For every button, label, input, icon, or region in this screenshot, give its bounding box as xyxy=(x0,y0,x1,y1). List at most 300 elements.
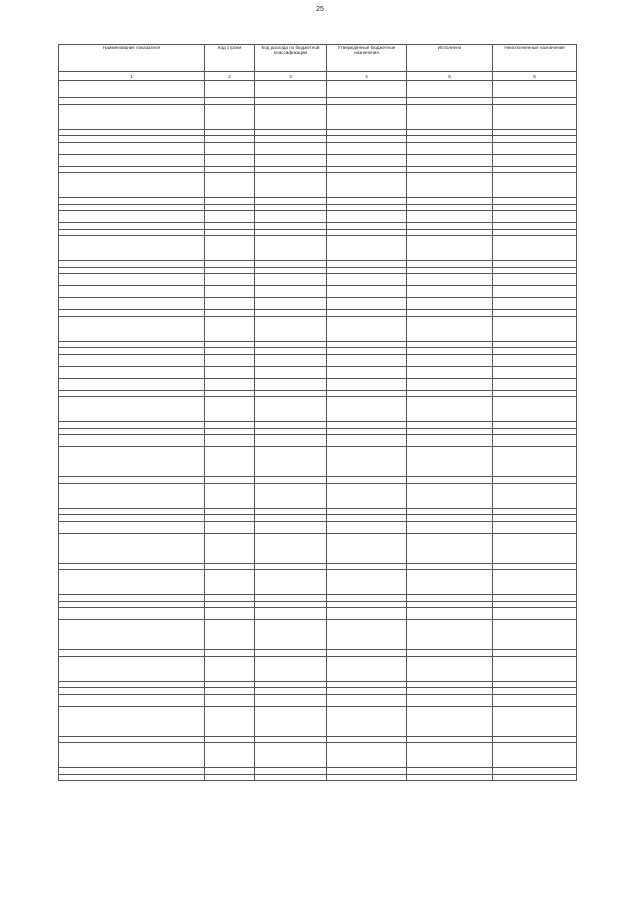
spacer-cell xyxy=(255,533,327,546)
column-header-executed: Исполнено xyxy=(407,45,493,72)
row-classification-cell xyxy=(255,378,327,390)
row-unexecuted-cell xyxy=(493,354,577,366)
row-unexecuted-cell xyxy=(493,117,577,129)
row-code-cell xyxy=(205,154,255,166)
spacer-cell xyxy=(407,316,493,329)
row-unexecuted-cell xyxy=(493,81,577,98)
row-code-cell xyxy=(205,633,255,650)
spacer-cell xyxy=(205,483,255,496)
row-executed-cell xyxy=(407,669,493,681)
column-number-6: 6 xyxy=(493,72,577,81)
row-code-cell xyxy=(205,117,255,129)
row-code-cell xyxy=(205,546,255,563)
row-classification-cell xyxy=(255,211,327,223)
table-row xyxy=(59,142,577,154)
row-approved-cell xyxy=(327,719,407,736)
row-name-cell xyxy=(59,81,205,98)
row-classification-cell xyxy=(255,583,327,595)
spacer-cell xyxy=(327,236,407,249)
spacer-cell xyxy=(59,397,205,410)
spacer-row xyxy=(59,533,577,546)
spacer-cell xyxy=(493,533,577,546)
column-number-2: 2 xyxy=(205,72,255,81)
spacer-cell xyxy=(255,173,327,186)
row-name-cell xyxy=(59,378,205,390)
row-classification-cell xyxy=(255,142,327,154)
row-name-cell xyxy=(59,274,205,286)
spacer-cell xyxy=(327,397,407,410)
spacer-row xyxy=(59,656,577,669)
row-executed-cell xyxy=(407,546,493,563)
row-unexecuted-cell xyxy=(493,154,577,166)
row-approved-cell xyxy=(327,546,407,563)
table-row xyxy=(59,496,577,508)
table-row xyxy=(59,410,577,422)
table-row xyxy=(59,154,577,166)
column-header-classification: Код расхода по бюджетной классификации xyxy=(255,45,327,72)
row-approved-cell xyxy=(327,274,407,286)
spacer-cell xyxy=(327,706,407,719)
row-name-cell xyxy=(59,694,205,706)
spacer-row xyxy=(59,316,577,329)
spacer-cell xyxy=(59,620,205,633)
row-code-cell xyxy=(205,460,255,477)
row-code-cell xyxy=(205,249,255,261)
row-code-cell xyxy=(205,211,255,223)
row-classification-cell xyxy=(255,329,327,341)
table-row xyxy=(59,354,577,366)
table-row xyxy=(59,583,577,595)
spacer-row xyxy=(59,743,577,756)
row-code-cell xyxy=(205,669,255,681)
spacer-cell xyxy=(407,570,493,583)
row-unexecuted-cell xyxy=(493,669,577,681)
row-executed-cell xyxy=(407,694,493,706)
row-classification-cell xyxy=(255,117,327,129)
table-row xyxy=(59,435,577,447)
spacer-cell xyxy=(407,483,493,496)
row-name-cell xyxy=(59,366,205,378)
row-classification-cell xyxy=(255,366,327,378)
spacer-cell xyxy=(59,743,205,756)
row-executed-cell xyxy=(407,366,493,378)
table-row xyxy=(59,756,577,768)
spacer-row xyxy=(59,483,577,496)
row-executed-cell xyxy=(407,117,493,129)
row-unexecuted-cell xyxy=(493,274,577,286)
table-row xyxy=(59,694,577,706)
row-approved-cell xyxy=(327,286,407,298)
spacer-cell xyxy=(255,447,327,460)
row-approved-cell xyxy=(327,608,407,620)
row-code-cell xyxy=(205,81,255,98)
row-executed-cell xyxy=(407,81,493,98)
row-classification-cell xyxy=(255,460,327,477)
row-name-cell xyxy=(59,521,205,533)
spacer-cell xyxy=(493,620,577,633)
row-approved-cell xyxy=(327,249,407,261)
column-number-1: 1 xyxy=(59,72,205,81)
row-name-cell xyxy=(59,142,205,154)
row-approved-cell xyxy=(327,211,407,223)
row-classification-cell xyxy=(255,669,327,681)
table-row xyxy=(59,286,577,298)
row-code-cell xyxy=(205,496,255,508)
row-unexecuted-cell xyxy=(493,142,577,154)
row-classification-cell xyxy=(255,608,327,620)
row-name-cell xyxy=(59,298,205,310)
table-body xyxy=(59,81,577,781)
spacer-cell xyxy=(327,316,407,329)
spacer-cell xyxy=(205,236,255,249)
row-name-cell xyxy=(59,154,205,166)
row-unexecuted-cell xyxy=(493,378,577,390)
row-name-cell xyxy=(59,546,205,563)
spacer-row xyxy=(59,104,577,117)
row-approved-cell xyxy=(327,496,407,508)
row-code-cell xyxy=(205,354,255,366)
row-code-cell xyxy=(205,274,255,286)
row-unexecuted-cell xyxy=(493,608,577,620)
row-name-cell xyxy=(59,583,205,595)
table-row xyxy=(59,546,577,563)
row-code-cell xyxy=(205,521,255,533)
row-unexecuted-cell xyxy=(493,546,577,563)
row-classification-cell xyxy=(255,633,327,650)
row-name-cell xyxy=(59,756,205,768)
spacer-row xyxy=(59,397,577,410)
row-executed-cell xyxy=(407,154,493,166)
row-executed-cell xyxy=(407,583,493,595)
row-code-cell xyxy=(205,378,255,390)
spacer-cell xyxy=(407,656,493,669)
row-classification-cell xyxy=(255,81,327,98)
row-classification-cell xyxy=(255,496,327,508)
table-row xyxy=(59,249,577,261)
row-code-cell xyxy=(205,286,255,298)
row-code-cell xyxy=(205,694,255,706)
spacer-cell xyxy=(327,620,407,633)
spacer-row xyxy=(59,236,577,249)
spacer-cell xyxy=(205,656,255,669)
row-classification-cell xyxy=(255,298,327,310)
spacer-cell xyxy=(407,620,493,633)
row-code-cell xyxy=(205,298,255,310)
row-approved-cell xyxy=(327,410,407,422)
row-classification-cell xyxy=(255,286,327,298)
row-name-cell xyxy=(59,249,205,261)
row-code-cell xyxy=(205,583,255,595)
row-classification-cell xyxy=(255,410,327,422)
row-classification-cell xyxy=(255,774,327,781)
spacer-cell xyxy=(59,447,205,460)
spacer-cell xyxy=(407,397,493,410)
row-unexecuted-cell xyxy=(493,298,577,310)
table-row xyxy=(59,81,577,98)
spacer-cell xyxy=(407,236,493,249)
row-name-cell xyxy=(59,329,205,341)
table-header-row xyxy=(59,45,577,72)
spacer-cell xyxy=(205,316,255,329)
spacer-row xyxy=(59,173,577,186)
spacer-cell xyxy=(205,743,255,756)
spacer-cell xyxy=(255,570,327,583)
spacer-cell xyxy=(59,570,205,583)
row-classification-cell xyxy=(255,186,327,198)
row-code-cell xyxy=(205,608,255,620)
table-row xyxy=(59,633,577,650)
row-name-cell xyxy=(59,460,205,477)
spacer-cell xyxy=(493,656,577,669)
budget-table xyxy=(58,44,577,781)
spacer-cell xyxy=(493,397,577,410)
spacer-cell xyxy=(59,104,205,117)
spacer-cell xyxy=(407,173,493,186)
row-unexecuted-cell xyxy=(493,719,577,736)
spacer-cell xyxy=(493,104,577,117)
spacer-cell xyxy=(255,743,327,756)
table-row xyxy=(59,608,577,620)
row-executed-cell xyxy=(407,521,493,533)
spacer-cell xyxy=(493,483,577,496)
column-number-4: 4 xyxy=(327,72,407,81)
row-executed-cell xyxy=(407,435,493,447)
spacer-cell xyxy=(205,447,255,460)
spacer-cell xyxy=(59,656,205,669)
spacer-cell xyxy=(493,236,577,249)
row-approved-cell xyxy=(327,669,407,681)
row-classification-cell xyxy=(255,249,327,261)
spacer-row xyxy=(59,706,577,719)
row-approved-cell xyxy=(327,378,407,390)
spacer-cell xyxy=(407,706,493,719)
row-approved-cell xyxy=(327,694,407,706)
spacer-cell xyxy=(327,656,407,669)
row-classification-cell xyxy=(255,756,327,768)
row-executed-cell xyxy=(407,354,493,366)
spacer-cell xyxy=(59,706,205,719)
row-code-cell xyxy=(205,435,255,447)
spacer-cell xyxy=(327,104,407,117)
row-unexecuted-cell xyxy=(493,460,577,477)
spacer-cell xyxy=(59,173,205,186)
row-approved-cell xyxy=(327,186,407,198)
spacer-cell xyxy=(255,316,327,329)
table-row xyxy=(59,298,577,310)
row-executed-cell xyxy=(407,756,493,768)
row-approved-cell xyxy=(327,298,407,310)
table-column-number-row xyxy=(59,72,577,81)
spacer-cell xyxy=(493,743,577,756)
table-row xyxy=(59,521,577,533)
row-name-cell xyxy=(59,633,205,650)
spacer-cell xyxy=(407,104,493,117)
column-header-approved: Утвержденные бюджетные назначения xyxy=(327,45,407,72)
row-approved-cell xyxy=(327,354,407,366)
row-name-cell xyxy=(59,117,205,129)
row-unexecuted-cell xyxy=(493,186,577,198)
row-classification-cell xyxy=(255,435,327,447)
row-name-cell xyxy=(59,354,205,366)
row-name-cell xyxy=(59,410,205,422)
row-approved-cell xyxy=(327,154,407,166)
row-approved-cell xyxy=(327,142,407,154)
spacer-cell xyxy=(255,706,327,719)
row-executed-cell xyxy=(407,286,493,298)
row-name-cell xyxy=(59,286,205,298)
spacer-cell xyxy=(493,706,577,719)
spacer-cell xyxy=(205,533,255,546)
row-approved-cell xyxy=(327,521,407,533)
spacer-cell xyxy=(327,533,407,546)
spacer-cell xyxy=(255,104,327,117)
spacer-cell xyxy=(327,483,407,496)
row-unexecuted-cell xyxy=(493,583,577,595)
row-approved-cell xyxy=(327,329,407,341)
row-executed-cell xyxy=(407,460,493,477)
spacer-cell xyxy=(255,397,327,410)
row-approved-cell xyxy=(327,583,407,595)
spacer-row xyxy=(59,570,577,583)
row-unexecuted-cell xyxy=(493,410,577,422)
spacer-cell xyxy=(327,173,407,186)
row-approved-cell xyxy=(327,633,407,650)
row-classification-cell xyxy=(255,521,327,533)
row-classification-cell xyxy=(255,719,327,736)
row-executed-cell xyxy=(407,719,493,736)
row-unexecuted-cell xyxy=(493,211,577,223)
table-row xyxy=(59,211,577,223)
row-executed-cell xyxy=(407,378,493,390)
row-executed-cell xyxy=(407,274,493,286)
row-executed-cell xyxy=(407,410,493,422)
page-number: 25 xyxy=(316,6,324,13)
row-approved-cell xyxy=(327,756,407,768)
spacer-cell xyxy=(327,743,407,756)
table-row xyxy=(59,117,577,129)
row-unexecuted-cell xyxy=(493,633,577,650)
row-unexecuted-cell xyxy=(493,521,577,533)
row-name-cell xyxy=(59,435,205,447)
spacer-cell xyxy=(205,620,255,633)
table-row xyxy=(59,329,577,341)
spacer-cell xyxy=(205,570,255,583)
spacer-cell xyxy=(255,620,327,633)
row-unexecuted-cell xyxy=(493,774,577,781)
table-row xyxy=(59,460,577,477)
spacer-cell xyxy=(59,533,205,546)
table-row xyxy=(59,186,577,198)
spacer-cell xyxy=(407,447,493,460)
row-classification-cell xyxy=(255,154,327,166)
column-header-unexecuted: Неисполненные назначения xyxy=(493,45,577,72)
row-approved-cell xyxy=(327,117,407,129)
row-approved-cell xyxy=(327,774,407,781)
row-code-cell xyxy=(205,142,255,154)
column-number-3: 3 xyxy=(255,72,327,81)
spacer-cell xyxy=(205,397,255,410)
column-header-name: Наименование показателя xyxy=(59,45,205,72)
row-executed-cell xyxy=(407,496,493,508)
row-code-cell xyxy=(205,329,255,341)
row-executed-cell xyxy=(407,633,493,650)
row-unexecuted-cell xyxy=(493,249,577,261)
row-classification-cell xyxy=(255,274,327,286)
row-code-cell xyxy=(205,410,255,422)
row-executed-cell xyxy=(407,249,493,261)
spacer-cell xyxy=(407,533,493,546)
row-approved-cell xyxy=(327,81,407,98)
row-code-cell xyxy=(205,774,255,781)
spacer-cell xyxy=(205,706,255,719)
row-code-cell xyxy=(205,366,255,378)
row-code-cell xyxy=(205,756,255,768)
spacer-cell xyxy=(493,570,577,583)
row-unexecuted-cell xyxy=(493,694,577,706)
row-approved-cell xyxy=(327,435,407,447)
spacer-cell xyxy=(205,173,255,186)
spacer-cell xyxy=(493,173,577,186)
spacer-cell xyxy=(327,447,407,460)
table-row xyxy=(59,378,577,390)
spacer-cell xyxy=(205,104,255,117)
row-classification-cell xyxy=(255,546,327,563)
row-unexecuted-cell xyxy=(493,435,577,447)
row-executed-cell xyxy=(407,608,493,620)
spacer-cell xyxy=(59,483,205,496)
table-row xyxy=(59,669,577,681)
row-executed-cell xyxy=(407,774,493,781)
row-executed-cell xyxy=(407,186,493,198)
row-unexecuted-cell xyxy=(493,756,577,768)
table-row xyxy=(59,366,577,378)
row-classification-cell xyxy=(255,354,327,366)
row-name-cell xyxy=(59,211,205,223)
row-executed-cell xyxy=(407,211,493,223)
row-name-cell xyxy=(59,774,205,781)
row-name-cell xyxy=(59,496,205,508)
spacer-cell xyxy=(493,447,577,460)
row-classification-cell xyxy=(255,694,327,706)
row-unexecuted-cell xyxy=(493,329,577,341)
row-name-cell xyxy=(59,608,205,620)
spacer-cell xyxy=(493,316,577,329)
table-row xyxy=(59,719,577,736)
row-approved-cell xyxy=(327,460,407,477)
row-unexecuted-cell xyxy=(493,496,577,508)
row-executed-cell xyxy=(407,329,493,341)
spacer-cell xyxy=(59,236,205,249)
spacer-cell xyxy=(59,316,205,329)
row-code-cell xyxy=(205,719,255,736)
spacer-row xyxy=(59,620,577,633)
spacer-cell xyxy=(327,570,407,583)
spacer-cell xyxy=(255,483,327,496)
row-name-cell xyxy=(59,669,205,681)
spacer-cell xyxy=(255,236,327,249)
row-code-cell xyxy=(205,186,255,198)
spacer-cell xyxy=(407,743,493,756)
row-name-cell xyxy=(59,719,205,736)
row-executed-cell xyxy=(407,142,493,154)
row-name-cell xyxy=(59,186,205,198)
column-number-5: 5 xyxy=(407,72,493,81)
row-unexecuted-cell xyxy=(493,286,577,298)
table-row xyxy=(59,774,577,781)
row-approved-cell xyxy=(327,366,407,378)
spacer-row xyxy=(59,447,577,460)
row-unexecuted-cell xyxy=(493,366,577,378)
